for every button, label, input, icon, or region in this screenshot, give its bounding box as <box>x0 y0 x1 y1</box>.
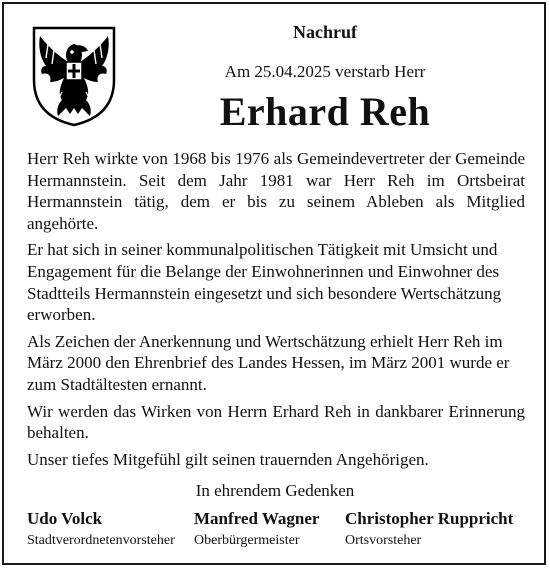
signatory <box>194 509 319 550</box>
deceased-name: Erhard Reh <box>219 89 431 134</box>
death-announcement: Am 25.04.2025 verstarb Herr <box>224 62 426 81</box>
paragraph: Er hat sich in seiner kommunalpolitischen Tätigkeit mit Umsicht und Engagement für die Belange der Einwohnerinnen und Einwohner des Stadtteils Hermannstein eingesetzt und sich besondere Wertschätzung erworben. <box>27 240 502 325</box>
coat-of-arms-eagle-icon <box>28 24 120 128</box>
signatory-role: Ortsvorsteher <box>345 533 422 548</box>
paragraph: Wir werden das Wirken von Herrn Erhard Reh in dankbarer Erinnerung behalten. <box>27 401 525 443</box>
paragraph: Unser tiefes Mitgefühl gilt seinen trauernden Angehörigen. <box>27 449 429 469</box>
paragraph: Herr Reh wirkte von 1968 bis 1976 als Gemeindevertreter der Gemeinde Hermannstein. Seit dem Jahr 1981 war Herr Reh im Ortsbeirat Hermannstein tätig, dem er bis zu seinem Ableben als Mitglied angehörte. <box>27 149 525 233</box>
signatory-role: Stadtverordnetenvorsteher <box>27 533 175 548</box>
signatory-name: Christopher Ruppricht <box>345 509 514 528</box>
notice-title: Nachruf <box>293 22 357 42</box>
signatory-role: Oberbürgermeister <box>194 533 300 548</box>
signatory-name: Manfred Wagner <box>194 509 320 528</box>
signatory <box>345 509 513 550</box>
signatory <box>27 509 175 550</box>
closing-line: In ehrendem Gedenken <box>195 481 355 500</box>
signatory-name: Udo Volck <box>27 509 103 528</box>
paragraph: Als Zeichen der Anerkennung und Wertschätzung erhielt Herr Reh im März 2000 den Ehrenbrief des Landes Hessen, im März 2001 wurde er zum Stadtältesten ernannt. <box>27 331 510 394</box>
obituary-body <box>27 148 525 475</box>
